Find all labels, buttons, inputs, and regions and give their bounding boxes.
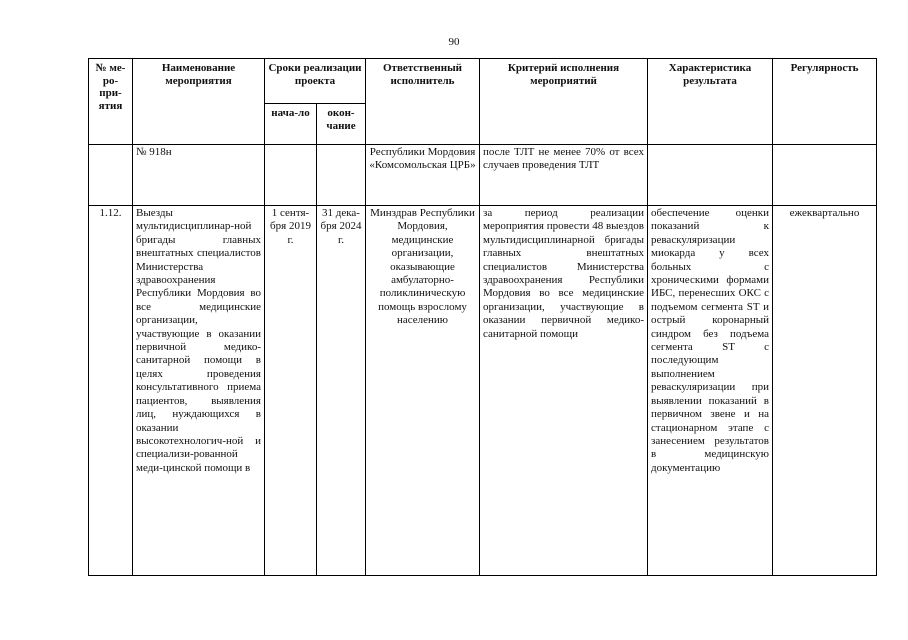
row-end [317, 145, 366, 206]
header-start: нача-ло [265, 104, 317, 145]
row-name: № 918н [133, 145, 265, 206]
row-start: 1 сентя-бря 2019 г. [265, 206, 317, 576]
header-row [89, 59, 877, 104]
row-result [648, 145, 773, 206]
header-regularity: Регулярность [773, 59, 877, 145]
header-criterion: Критерий исполнения мероприятий [480, 59, 648, 145]
row-responsible: Республики Мордовия «Комсомольская ЦРБ» [366, 145, 480, 206]
row-start [265, 145, 317, 206]
row-result: обеспечение оценки показаний к реваскуляризации миокарда у всех больных с хроническими формами ИБС, перенесших ОКС с подъемом сегмента ST и острый коронарный синдром без подъема сегмента ST с последующим выполнением реваскуляризации при выявлении показаний в первичном звене и на стационарном этапе с занесением результатов в медицинскую документацию [648, 206, 773, 576]
row-num: 1.12. [89, 206, 133, 576]
header-responsible: Ответственный исполнитель [366, 59, 480, 145]
header-num: № ме-ро-при-ятия [89, 59, 133, 145]
row-end: 31 дека-бря 2024 г. [317, 206, 366, 576]
row-criterion: за период реализации мероприятия провести 48 выездов мультидисциплинарной бригады главных внештатных специалистов Министерства здравоохранения Республики Мордовия во все медицинские организации, участвующие в оказании первичной медико-санитарной помощи [480, 206, 648, 576]
row-regularity: ежеквартально [773, 206, 877, 576]
row-criterion: после ТЛТ не менее 70% от всех случаев проведения ТЛТ [480, 145, 648, 206]
measures-table [88, 58, 877, 576]
header-result: Характеристика результата [648, 59, 773, 145]
row-regularity [773, 145, 877, 206]
table-row [89, 145, 877, 206]
page-number: 90 [448, 36, 460, 48]
row-name: Выезды мультидисциплинар-ной бригады главных внештатных специалистов Министерства здравоохранения Республики Мордовия во все медицинские организации, участвующие в оказании первичной медико-санитарной помощи в целях проведения консультативного приема пациентов, выявления лиц, нуждающихся в оказании высокотехнологич-ной и специализи-рованной меди-цинской помощи в [133, 206, 265, 576]
header-end: окон-чание [317, 104, 366, 145]
table-row [89, 206, 877, 576]
row-responsible: Минздрав Республики Мордовия, медицинские организации, оказывающие амбулаторно-поликлиническую помощь взрослому населению [366, 206, 480, 576]
header-period: Сроки реализации проекта [265, 59, 366, 104]
row-num [89, 145, 133, 206]
header-name: Наименование мероприятия [133, 59, 265, 145]
